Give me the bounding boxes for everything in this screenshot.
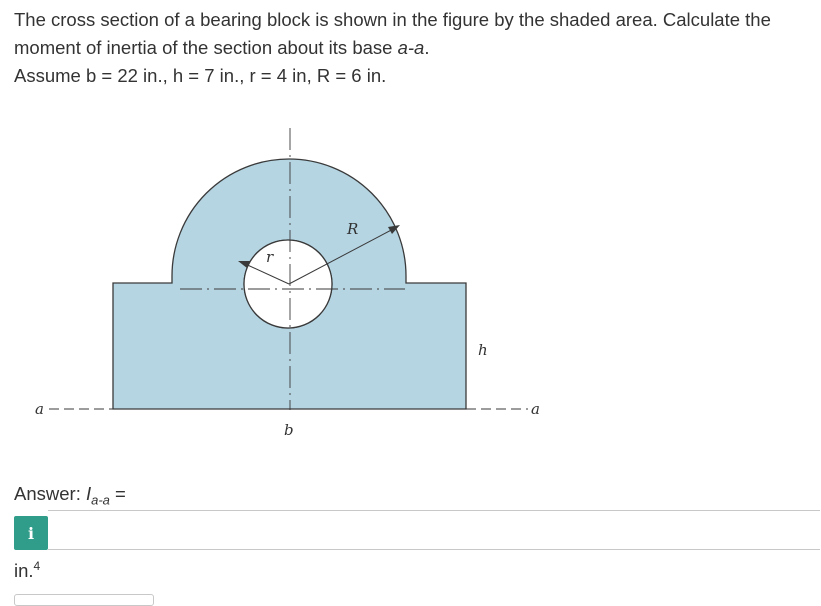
label-h: h xyxy=(478,341,488,359)
problem-line-2: moment of inertia of the section about its base a-a. xyxy=(14,37,430,58)
bearing-block-figure xyxy=(0,120,560,440)
label-r: r xyxy=(266,248,274,266)
problem-line-1: The cross section of a bearing block is shown in the figure by the shaded area. Calculate the xyxy=(14,9,771,30)
next-field-box[interactable] xyxy=(14,594,154,606)
answer-unit: in.$^4$ xyxy=(14,559,41,582)
label-R: R xyxy=(347,220,359,238)
problem-line-3: Assume b = 22 in., h = 7 in., r = 4 in, R = 6 in. xyxy=(14,65,387,86)
label-b: b xyxy=(284,421,294,439)
answer-label: Answer: $I_{a-a}$ = xyxy=(14,483,126,508)
problem-statement xyxy=(14,6,814,90)
label-a-left: a xyxy=(35,400,44,418)
axis-label: a-a xyxy=(397,37,425,58)
label-a-right: a xyxy=(531,400,540,418)
info-icon[interactable]: i xyxy=(14,516,48,550)
answer-input[interactable] xyxy=(48,510,820,550)
